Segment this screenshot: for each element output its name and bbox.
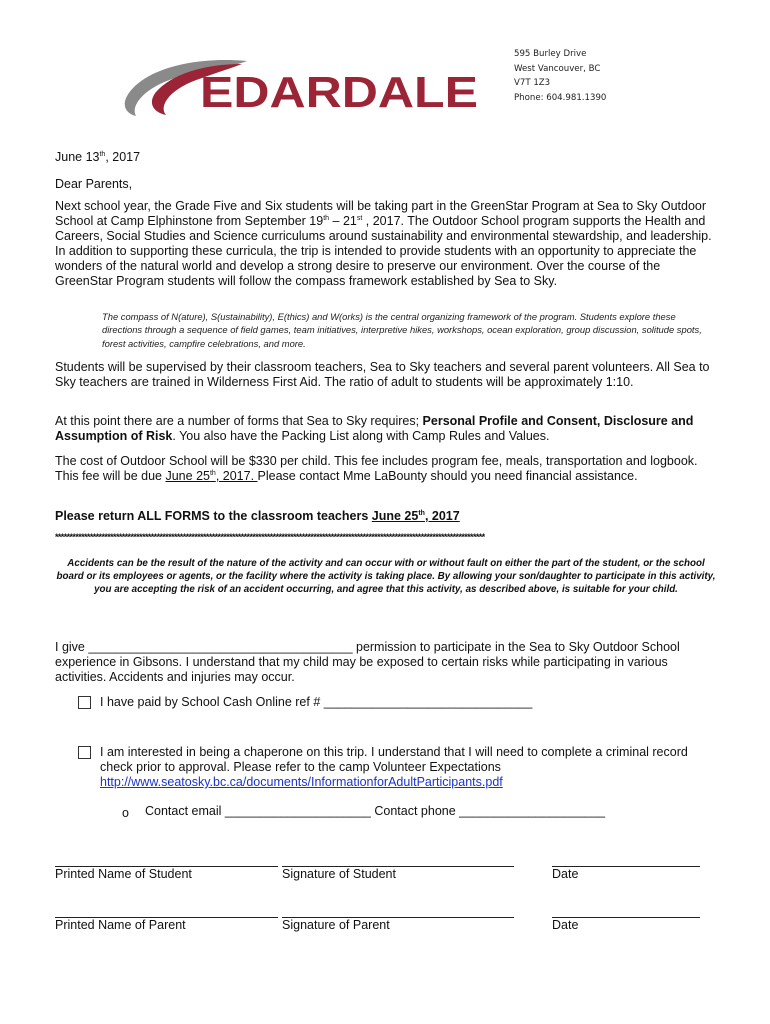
return-forms-notice: Please return ALL FORMS to the classroom teachers June 25th, 2017: [55, 509, 460, 523]
checkbox-square-icon[interactable]: [78, 696, 91, 709]
consent-statement: I give ______________________________________ permission to participate in the Sea to Sky Outdoor School experience in Gibsons. I understand that my child may be exposed to certain risks while participating in various activities. Accidents and injuries may occur.: [55, 640, 680, 684]
logo-wordmark: EDARDALE: [200, 68, 478, 117]
logo-swoosh-graphic: [122, 58, 482, 120]
intro-paragraph: Next school year, the Grade Five and Six students will be taking part in the GreenStar Program at Sea to Sky Outdoor School at Camp Elphinstone from September 19th – 21st , 2017. The Outdoor School program supports the Health and Careers, Social Studies and Science curriculums around sustainability and environmental stewardship, and leadership. In addition to supporting these curricula, the trip is intended to provide students with an opportunity to appreciate the wonders of the natural world and develop a strong desire to preserve our environment. Over the course of the GreenStar Program students will follow the compass framework established by Sea to Sky.: [55, 199, 712, 288]
chaperone-option-label: I am interested in being a chaperone on this trip. I understand that I will need to complete a criminal record check prior to approval. Please refer to the camp Volunteer Expectations http://www.seatosky.bc.ca/documents/InformationforAdultParticipants.pdf: [100, 745, 688, 789]
contact-fields[interactable]: Contact email _____________________ Contact phone _____________________: [145, 804, 606, 818]
cost-paragraph: The cost of Outdoor School will be $330 per child. This fee includes program fee, meals, transportation and logbook. This fee will be due June 25th, 2017. Please contact Mme LaBounty should you need financial assistance.: [55, 454, 698, 483]
supervision-paragraph: Students will be supervised by their classroom teachers, Sea to Sky teachers and several parent volunteers. All Sea to Sky teachers are trained in Wilderness First Aid. The ratio of adult to students will be approximately 1:10.: [55, 360, 710, 389]
printed-name-student-label: Printed Name of Student: [55, 867, 192, 881]
asterisk-divider: ****************************************************************************************************************************************************: [55, 532, 485, 542]
letter-date: June 13th, 2017: [55, 150, 141, 164]
paid-checkbox[interactable]: [78, 696, 91, 712]
forms-paragraph: At this point there are a number of forms that Sea to Sky requires; Personal Profile and Consent, Disclosure and Assumption of Risk. You also have the Packing List along with Camp Rules and Values.: [55, 414, 694, 443]
paid-option-label: I have paid by School Cash Online ref # ______________________________: [100, 695, 533, 709]
compass-framework-note: The compass of N(ature), S(ustainability), E(thics) and W(orks) is the central organizing framework of the program. Students explore these directions through a sequence of field games, team initiatives, interpretive hikes, workshops, ocean exploration, group discussion, solitude spots, forest activities, campfire celebrations, and more.: [102, 311, 702, 349]
letter-greeting: Dear Parents,: [55, 177, 133, 191]
address-line-2: West Vancouver, BC: [514, 63, 601, 74]
signature-parent-label: Signature of Parent: [282, 918, 390, 932]
bullet-marker: o: [122, 806, 129, 820]
school-address: [514, 47, 606, 105]
signature-student-label: Signature of Student: [282, 867, 396, 881]
date-label-parent: Date: [552, 918, 579, 932]
risk-waiver-text: Accidents can be the result of the nature of the activity and can occur with or without fault on either the part of the student, or the school board or its employees or agents, or the facility where the activity is taking place. By allowing your son/daughter to participate in this activity, you are accepting the risk of an accident occurring, and agree that this activity, as described above, is suitable for your child.: [56, 558, 716, 596]
chaperone-checkbox[interactable]: [78, 746, 91, 762]
address-phone: Phone: 604.981.1390: [514, 92, 607, 103]
printed-name-parent-label: Printed Name of Parent: [55, 918, 186, 932]
checkbox-square-icon[interactable]: [78, 746, 91, 759]
address-line-1: 595 Burley Drive: [514, 49, 587, 59]
date-label-student: Date: [552, 867, 579, 881]
address-line-3: V7T 1Z3: [514, 78, 551, 89]
cedardale-logo: [122, 58, 482, 120]
volunteer-expectations-link[interactable]: http://www.seatosky.bc.ca/documents/InformationforAdultParticipants.pdf: [100, 775, 503, 789]
